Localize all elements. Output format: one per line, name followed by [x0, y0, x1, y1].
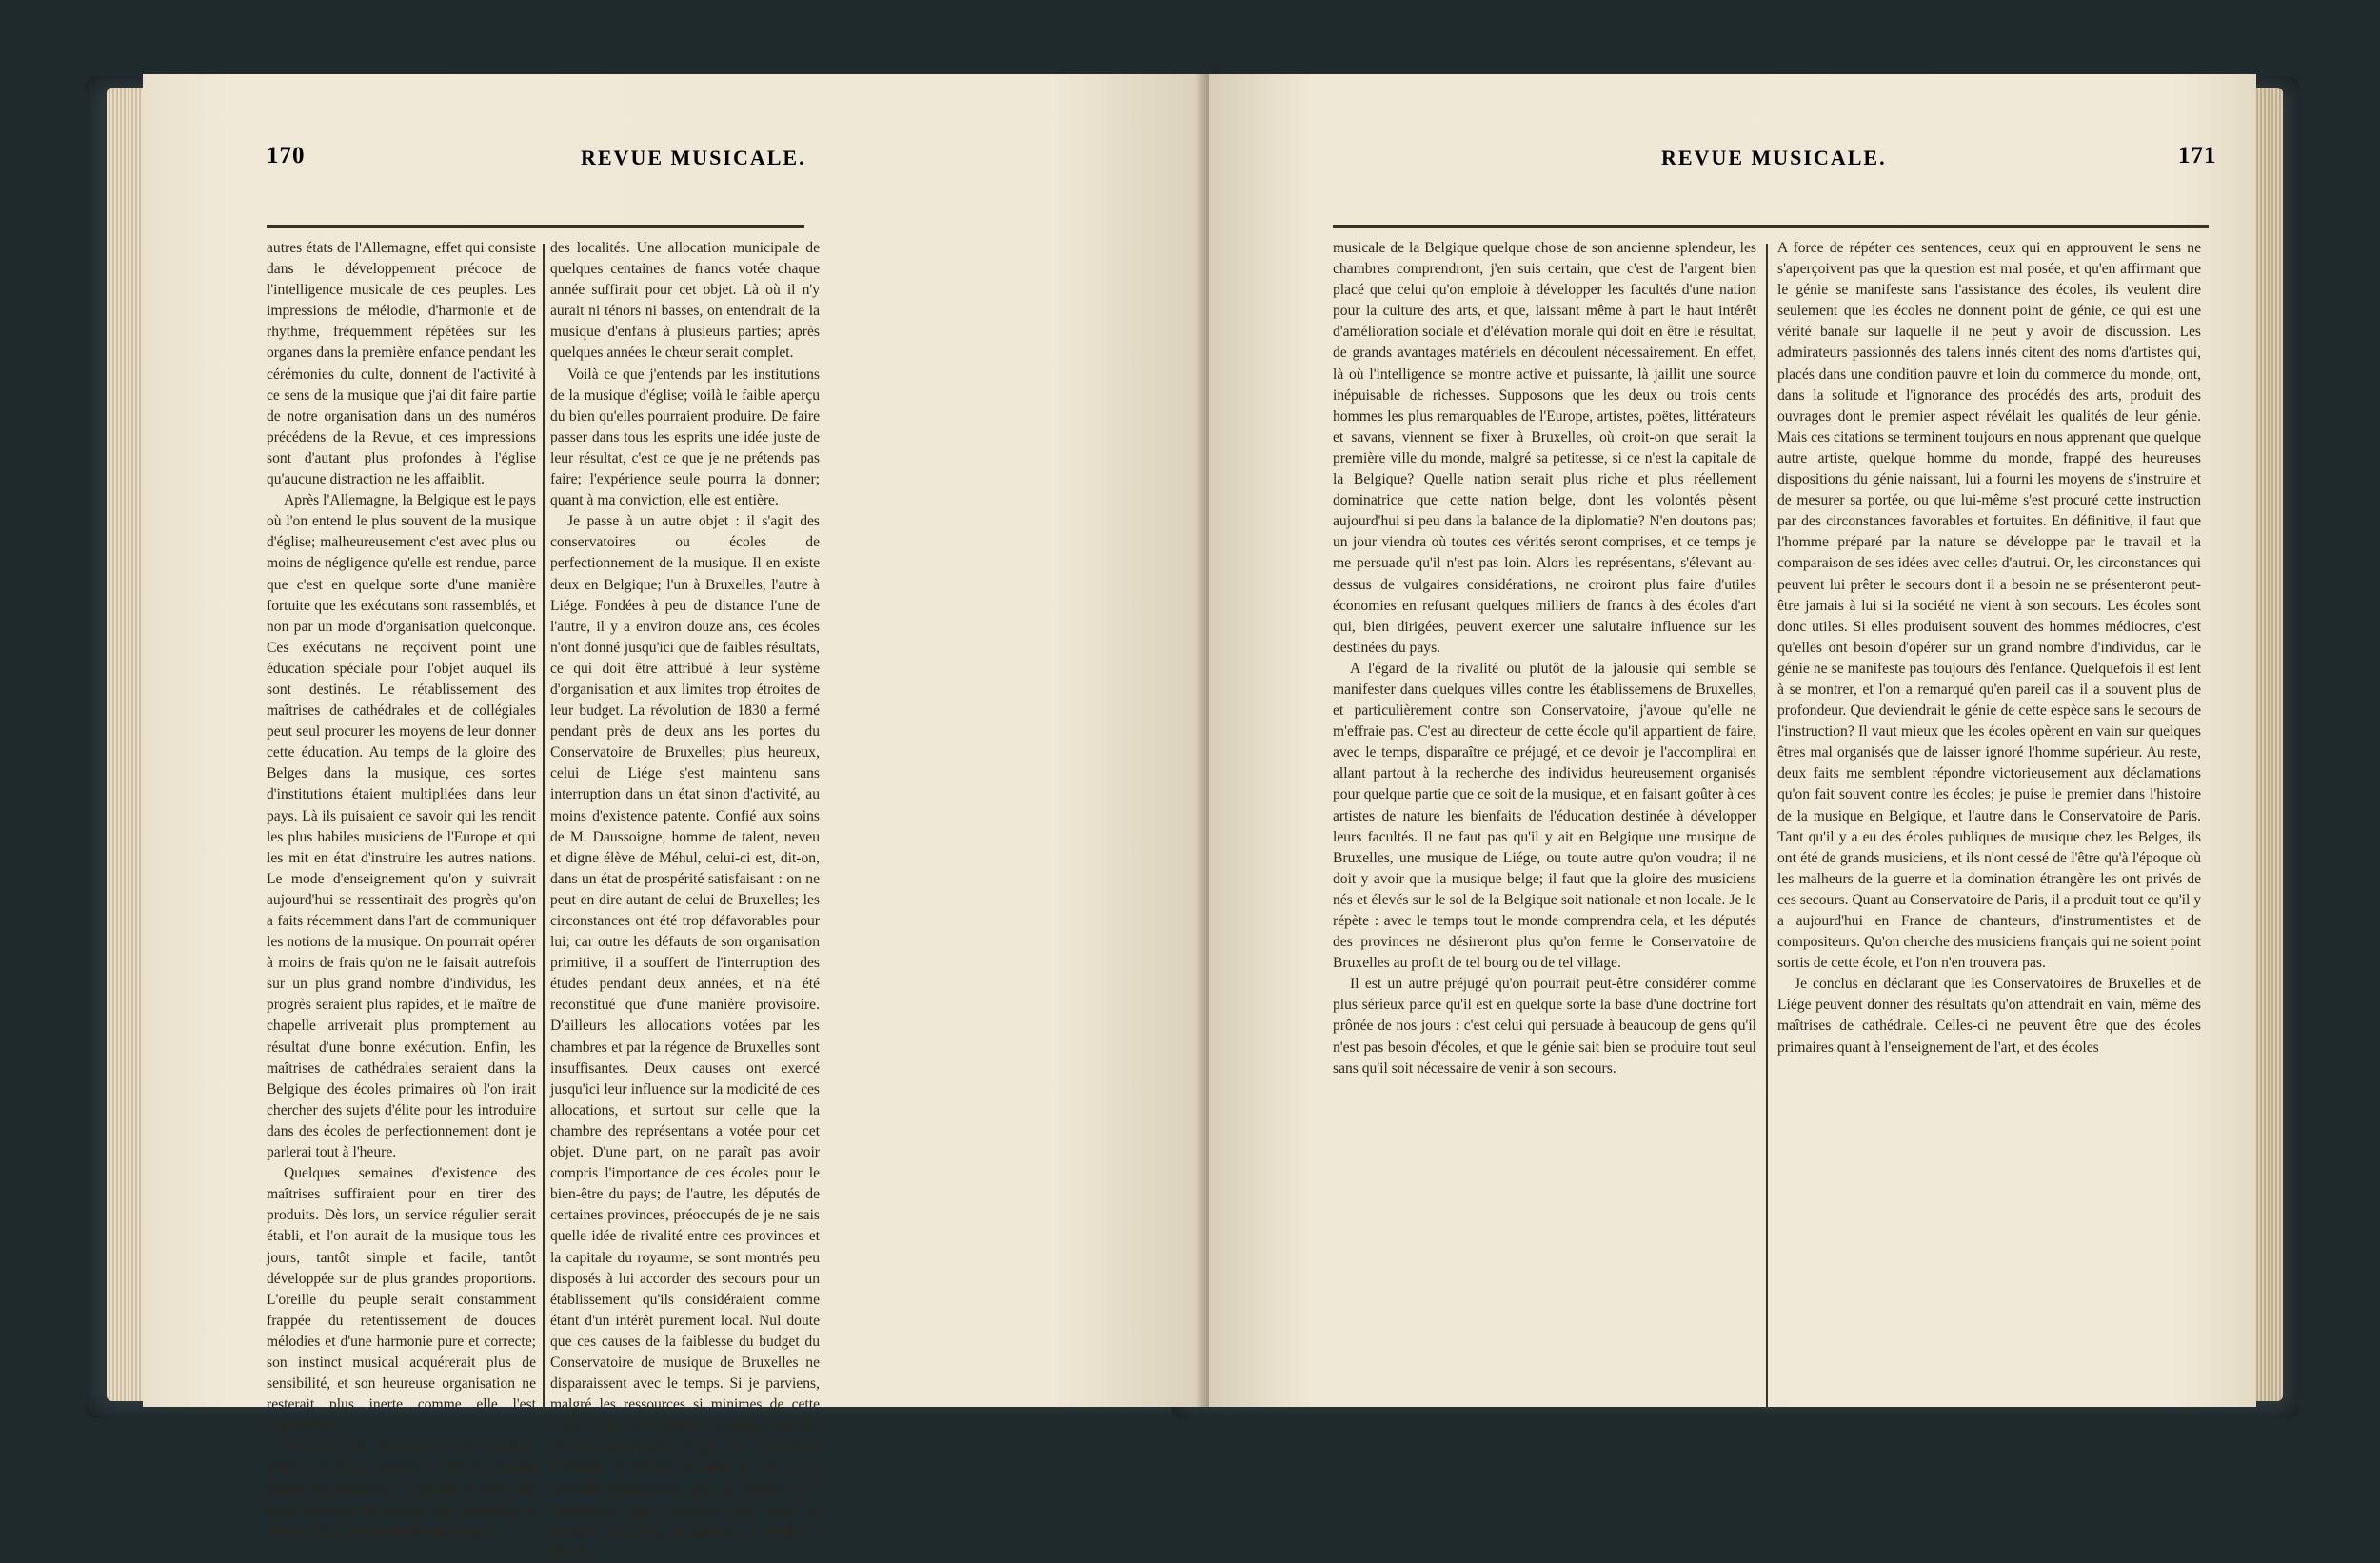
- running-head-right: REVUE MUSICALE.: [1661, 146, 1887, 169]
- paragraph: Quelques semaines d'existence des maîtrises suffiraient pour en tirer des produits. Dès lors, un service régulier serait établi, et l'on aurait de la musique tous les jours, tantôt simple et facile, tantôt développée sur de plus grandes proportions. L'oreille du peuple serait constamment frappée du retentissement de douces mélodies et d'une harmonie pure et correcte; son instinct musical acquérerait plus de sensibilité, et son heureuse organisation ne resterait plus inerte comme elle l'est aujourd'hui.: [267, 1165, 536, 1434]
- paragraph: Voilà ce que j'entends par les institutions de la musique d'église; voilà le faible aperçu du bien qu'elles pourraient produire. De faire passer dans tous les esprits une idée juste de leur résultat, c'est ce que je ne prétends pas faire; l'expérience seule pourra la donner; quant à ma conviction, elle est entière.: [550, 366, 820, 509]
- running-head-left: REVUE MUSICALE.: [581, 146, 806, 169]
- paragraph: Dans les villes de second et de troisième ordre, que dis-je? partout où l'on ne pourrait établir des maîtrises, il pourrait y avoir une école primaire de musique qui remplirait le même office, en raison de l'importance: [267, 1438, 536, 1539]
- right-page: [1209, 74, 2256, 1407]
- right-page-column-1: [1333, 238, 1756, 1409]
- page-number-right: 171: [2178, 143, 2217, 168]
- paragraph: Je conclus en déclarant que les Conservatoires de Bruxelles et de Liége peuvent donner des résultats qu'on attendrait en vain, même des maîtrises de cathédrale. Celles-ci ne peuvent être que des écoles primaires quant à l'enseignement de l'art, et des écoles: [1777, 976, 2201, 1056]
- left-page-column-1: [267, 238, 536, 1539]
- paragraph: A force de répéter ces sentences, ceux qui en approuvent le sens ne s'aperçoivent pas que la question est mal posée, et qu'en affirmant que le génie se manifeste sans l'assistance des écoles, ils veulent dire seulement que les écoles ne donnent point de génie, ce qui est une vérité banale sur laquelle il ne peut y avoir de discussion. Les admirateurs passionnés des talens innés citent des noms d'artistes qui, placés dans une condition pauvre et loin du commerce du monde, ont, dans la solitude et l'ignorance des procédés des arts, produit des ouvrages dont le premier aspect révélait les qualités de leur génie. Mais ces citations se terminent toujours en nous apprenant que quelque autre artiste, quelque homme du monde, frappé des heureuses dispositions du génie naissant, lui a fourni les moyens de s'instruire et de mesurer sa portée, ou que lui-même s'est procuré cette instruction par des circonstances favorables et fortuites. En définitive, il faut que l'homme préparé par la nature se développe par le travail et la comparaison de ses idées avec celles d'autrui. Or, les circonstances qui peuvent lui prêter le secours dont il a besoin ne se présenteront peut-être jamais à lui si la société ne vient à son secours. Les écoles sont donc utiles. Si elles produisent souvent des hommes médiocres, c'est qu'elles ont besoin d'opérer sur un grand nombre d'individus, car le génie ne se manifeste pas toujours dès l'enfance. Quelquefois il est lent à se montrer, et l'on a remarqué qu'en pareil cas il a souvent plus de profondeur. Que deviendrait le génie de cette espèce sans le secours de l'instruction? Il vaut mieux que les écoles opèrent en vain sur quelques êtres mal organisés que de laisser ignoré l'homme supérieur. Au reste, deux faits me semblent répondre victorieusement aux déclamations qu'on fait souvent contre les écoles; je puise le premier dans l'histoire de la musique en Belgique, et l'autre dans le Conservatoire de Paris. Tant qu'il y a eu des écoles publiques de musique chez les Belges, ils ont été de grands musiciens, et ils n'ont cessé de l'être qu'à l'époque où les malheurs de la guerre et la domination étrangère les ont privés de ces secours. Quant au Conservatoire de Paris, il a produit tout ce qu'il y a aujourd'hui en France de chanteurs, d'instrumentistes et de compositeurs. Qu'on cherche des musiciens français qui ne soient point sortis de cette école, et l'on n'en trouvera pas.: [1777, 240, 2201, 972]
- header-rule-left: [267, 225, 804, 228]
- paragraph: Il est un autre préjugé qu'on pourrait peut-être considérer comme plus sérieux parce qu'il est en quelque sorte la base d'une doctrine fort prônée de nos jours : c'est celui qui persuade à beaucoup de gens qu'il n'est pas besoin d'écoles, et que le génie sait bien se produire tout seul sans qu'il soit nécessaire de venir à son secours.: [1333, 976, 1756, 1077]
- column-rule-left: [543, 244, 545, 1410]
- paragraph: musicale de la Belgique quelque chose de son ancienne splendeur, les chambres comprendront, j'en suis certain, que c'est de l'argent bien placé que celui qu'on emploie à développer les facultés d'une nation pour la culture des arts, et que, laissant même à part le haut intérêt d'amélioration sociale et d'élévation morale qui doit en être le résultat, de grands avantages matériels en découlent nécessairement. En effet, là où l'intelligence se montre active et puissante, là jaillit une source inépuisable de richesses. Supposons que les deux ou trois cents hommes les plus remarquables de l'Europe, artistes, poëtes, littérateurs et savans, viennent se fixer à Bruxelles, où croit-on que serait la première ville du monde, malgré sa petitesse, si ce n'est la capitale de la Belgique? Quelle nation serait plus riche et plus réellement dominatrice que cette nation belge, dont les volontés pèsent aujourd'hui si peu dans la balance de la diplomatie? N'en doutons pas; un jour viendra où toutes ces vérités seront comprises, et ce temps je me persuade qu'il n'est pas loin. Alors les représentans, s'élevant au-dessus de vulgaires considérations, ne croiront plus faire d'utiles économies en refusant quelques milliers de francs à des écoles d'art qui, bien dirigées, peuvent exercer une salutaire influence sur les destinées du pays.: [1333, 240, 1756, 656]
- right-page-column-2: [1777, 238, 2201, 1409]
- column-rule-right: [1766, 244, 1768, 1410]
- page-number-left: 170: [267, 143, 306, 168]
- paragraph: autres états de l'Allemagne, effet qui consiste dans le développement précoce de l'intelligence musicale de ces peuples. Les impressions de mélodie, d'harmonie et de rhythme, fréquemment répétées sur les organes dans la première enfance pendant les cérémonies du culte, donnent de l'activité à ce sens de la musique que j'ai dit faire partie de notre organisation dans un des numéros précédens de la Revue, et ces impressions sont d'autant plus profondes à l'église qu'aucune distraction ne les affaiblit.: [267, 240, 536, 488]
- header-rule-right: [1333, 225, 2209, 228]
- paragraph: Après l'Allemagne, la Belgique est le pays où l'on entend le plus souvent de la musique d'église; malheureusement c'est avec plus ou moins de négligence qu'elle est rendue, parce que c'est en quelque sorte d'une manière fortuite que les exécutans sont rassemblés, et non par un mode d'organisation quelconque. Ces exécutans ne reçoivent point une éducation spéciale pour l'objet auquel ils sont destinés. Le rétablissement des maîtrises de cathédrales et de collégiales peut seul procurer les moyens de leur donner cette éducation. Au temps de la gloire des Belges dans la musique, ces sortes d'institutions étaient multipliées dans leur pays. Là ils puisaient ce savoir qui les rendit les plus habiles musiciens de l'Europe et qui les mit en état d'instruire les autres nations. Le mode d'enseignement qu'on y suivrait aujourd'hui se ressentirait des progrès qu'on a faits récemment dans l'art de communiquer les notions de la musique. On pourrait opérer à moins de frais qu'on ne le faisait autrefois sur un plus grand nombre d'individus, les progrès seraient plus rapides, et le maître de chapelle arriverait plus promptement au résultat d'une bonne exécution. Enfin, les maîtrises de cathédrales seraient dans la Belgique des écoles primaires où l'on irait chercher des sujets d'élite pour les introduire dans des écoles de perfectionnement dont je parlerai tout à l'heure.: [267, 492, 536, 1161]
- left-page: [143, 74, 1209, 1560]
- paragraph: Je passe à un autre objet : il s'agit des conservatoires ou écoles de perfectionnement de la musique. Il en existe deux en Belgique; l'un à Bruxelles, l'autre à Liége. Fondées à peu de distance l'une de l'autre, il y a environ douze ans, ces écoles n'ont donné jusqu'ici que de faibles résultats, ce qui doit être attribué à leur système d'organisation et aux limites trop étroites de leur budget. La révolution de 1830 a fermé pendant près de deux ans les portes du Conservatoire de Bruxelles; plus heureux, celui de Liége s'est maintenu sans interruption dans un état sinon d'activité, au moins d'existence patente. Confié aux soins de M. Daussoigne, homme de talent, neveu et digne élève de Méhul, celui-ci est, dit-on, dans un état de prospérité satisfaisant : on ne peut en dire autant de celui de Bruxelles; les circonstances ont été trop défavorables pour lui; car outre les défauts de son organisation primitive, il a souffert de l'interruption des études pendant deux années, et n'a été reconstitué que d'une manière provisoire. D'ailleurs les allocations votées par les chambres et par la régence de Bruxelles sont insuffisantes. Deux causes ont exercé jusqu'ici leur influence sur la modicité de ces allocations, et surtout sur celle que la chambre des représentans a votée pour cet objet. D'une part, on ne paraît pas avoir compris l'importance de ces écoles pour le bien-être du pays; de l'autre, les députés de certaines provinces, préoccupés de je ne sais quelle idée de rivalité entre ces provinces et la capitale du royaume, se sont montrés peu disposés à lui accorder des secours pour un établissement qu'ils considéraient comme étant d'un intérêt purement local. Nul doute que ces causes de la faiblesse du budget du Conservatoire de musique de Bruxelles ne disparaissent avec le temps. Si je parviens, malgré les ressources si minimes de cette école, à lui faire produire quelques-uns des résultats que j'espère, et que l'on est en droit d'attendre et d'exiger de moi; si, grâce à la nouvelle organisation que je prépare et à l'émulation que j'exciterai par tous les moyens possibles, je parviens à rendre à l'école: [550, 513, 820, 1560]
- left-page-column-2: [550, 238, 820, 1560]
- paragraph: A l'égard de la rivalité ou plutôt de la jalousie qui semble se manifester dans quelques villes contre les établissemens de Bruxelles, et particulièrement contre son Conservatoire, j'avoue qu'elle ne m'effraie pas. C'est au directeur de cette école qu'il appartient de faire, avec le temps, disparaître ce préjugé, et ce devoir je l'accomplirai en allant partout à la recherche des individus heureusement organisés pour quelque partie que ce soit de la musique, et en faisant goûter à ces artistes de nature les bienfaits de l'éducation destinée à développer leurs facultés. Il ne faut pas qu'il y ait en Belgique une musique de Bruxelles, une musique de Liége, ou toute autre qu'on voudra; il ne doit y avoir que la musique belge; il faut que la gloire des musiciens nés et élevés sur le sol de la Belgique soit nationale et non locale. Je le répète : avec le temps tout le monde comprendra cela, et les députés des provinces ne désireront plus qu'on ferme le Conservatoire de Bruxelles au profit de tel bourg ou de tel village.: [1333, 660, 1756, 972]
- paragraph: des localités. Une allocation municipale de quelques centaines de francs votée chaque année suffirait pour cet objet. Là où il n'y aurait ni ténors ni basses, on entendrait de la musique d'enfans à plusieurs parties; après quelques années le chœur serait complet.: [550, 240, 820, 362]
